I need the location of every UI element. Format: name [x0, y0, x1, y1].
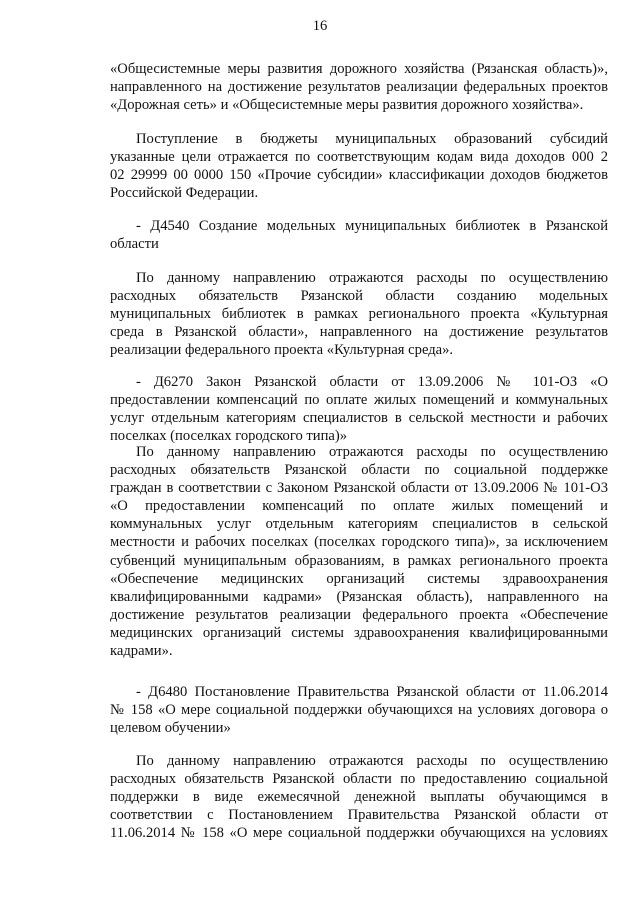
- paragraph-d4540-description: [110, 269, 608, 359]
- text-line: коммунальных услуг отдельным категориям специалистов в сельской: [110, 516, 608, 533]
- text-line: «Обеспечение медицинских организаций системы здравоохранения: [110, 570, 608, 587]
- text-line: предоставлении компенсаций по оплате жилых помещений и коммунальных: [110, 392, 608, 409]
- paragraph-d6480-description: [110, 752, 608, 842]
- text-line: поселках (поселках городского типа)»: [110, 428, 348, 445]
- text-line: Поступление в бюджеты муниципальных образований субсидий: [136, 131, 608, 147]
- text-line: 11.06.2014 № 158 «О мере социальной поддержки обучающихся на условиях: [110, 825, 608, 842]
- text-line: граждан в соответствии с Законом Рязанской области от 13.09.2006 № 101-O3: [110, 480, 608, 497]
- paragraph-subsidy-income-codes: [110, 130, 608, 202]
- text-line: «Общесистемные меры развития дорожного хозяйства (Рязанская область)»,: [110, 61, 608, 77]
- text-line: медицинских организаций системы здравоохранения квалифицированными: [110, 624, 608, 641]
- text-line: муниципальных библиотек в рамках регионального проекта «Культурная: [110, 306, 608, 323]
- text-line: области: [110, 236, 159, 253]
- text-line: среда в Рязанской области», направленного на достижение результатов: [110, 324, 608, 341]
- paragraph-d6270-description: [110, 443, 608, 660]
- text-line: № 158 «О мере социальной поддержки обучающихся на условиях договора о: [110, 702, 608, 719]
- text-line: квалифицированными кадрами» (Рязанская область), направленного на: [110, 588, 608, 605]
- text-line: расходных обязательств Рязанской области созданию модельных: [110, 288, 608, 305]
- text-line: - Д6270 Закон Рязанской области от 13.09.2006 № 101-ОЗ «О: [136, 374, 608, 390]
- text-line: «Дорожная сеть» и «Общесистемные меры развития дорожного хозяйства».: [110, 97, 584, 114]
- heading-d4540: [110, 217, 608, 253]
- text-line: расходных обязательств Рязанской области по социальной поддержке: [110, 462, 608, 479]
- text-line: - Д4540 Создание модельных муниципальных библиотек в Рязанской: [136, 218, 608, 234]
- text-line: «О предоставлении компенсаций по оплате жилых помещений и: [110, 498, 608, 515]
- heading-d6480: [110, 683, 608, 737]
- text-line: По данному направлению отражаются расходы по осуществлению: [136, 753, 608, 769]
- page-number: 16: [312, 18, 328, 34]
- text-line: кадрами».: [110, 643, 173, 660]
- text-line: реализации федерального проекта «Культурная среда».: [110, 342, 454, 359]
- text-line: 02 29999 00 0000 150 «Прочие субсидии» классификации доходов бюджетов: [110, 167, 608, 184]
- text-line: услуг отдельным категориям специалистов в сельской местности и рабочих: [110, 410, 608, 427]
- text-line: - Д6480 Постановление Правительства Рязанской области от 11.06.2014: [136, 684, 608, 700]
- text-line: целевом обучении»: [110, 720, 231, 737]
- paragraph-road-projects: [110, 60, 608, 114]
- text-line: Российской Федерации.: [110, 185, 259, 202]
- text-line: направленного на достижение результатов реализации федеральных проектов: [110, 79, 608, 96]
- text-line: достижение результатов реализации федерального проекта «Обеспечение: [110, 606, 608, 623]
- text-line: соответствии с Постановлением Правительства Рязанской области от: [110, 807, 608, 824]
- text-line: поддержки в виде ежемесячной денежной выплаты обучающимся в: [110, 789, 608, 806]
- text-line: расходных обязательств Рязанской области по предоставлению социальной: [110, 771, 608, 788]
- text-line: По данному направлению отражаются расходы по осуществлению: [136, 270, 608, 286]
- text-line: местности и рабочих поселках (поселках городского типа)», за исключением: [110, 534, 608, 551]
- text-line: указанные цели отражается по соответствующим кодам вида доходов 000 2: [110, 149, 608, 166]
- text-line: субвенций муниципальным образованиям, в рамках регионального проекта: [110, 552, 608, 569]
- text-line: По данному направлению отражаются расходы по осуществлению: [136, 444, 608, 460]
- heading-d6270: [110, 373, 608, 445]
